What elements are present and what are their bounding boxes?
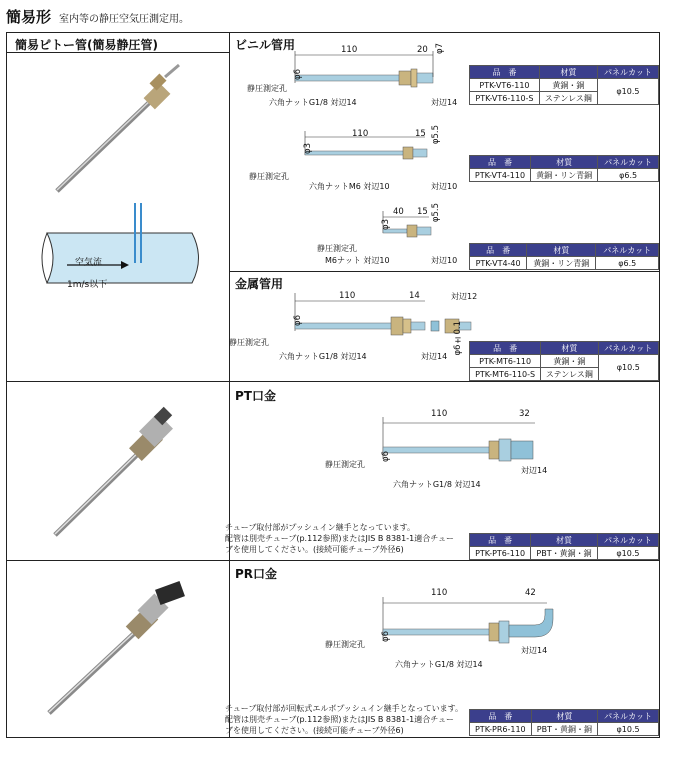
vt4-spec-table xyxy=(469,155,659,182)
cell-material: PBT・黄銅・銅 xyxy=(531,547,598,560)
vt4-phi3: φ3 xyxy=(303,143,313,155)
col-product: 品 番 xyxy=(470,156,531,169)
cell-product: PTK-VT6-110-S xyxy=(470,92,540,105)
col-material: 材質 xyxy=(531,534,598,547)
cell-material: 黄銅・銅 xyxy=(541,355,598,368)
metal-title: 金属管用 xyxy=(235,277,284,291)
cell-product: PTK-PT6-110 xyxy=(470,547,531,560)
vinyl-metal-divider xyxy=(229,271,659,272)
page-title: 簡易形 xyxy=(6,8,52,26)
cell-product: PTK-VT6-110 xyxy=(470,79,540,92)
cell-panel: φ10.5 xyxy=(597,547,658,560)
vt4-phi55: φ5.5 xyxy=(431,125,441,145)
mt6-spec-table xyxy=(469,341,659,381)
col-product: 品 番 xyxy=(470,244,527,257)
col-material: 材質 xyxy=(531,710,598,723)
vt4-len2: 15 xyxy=(415,129,426,139)
left-section-title: 簡易ピトー管(簡易静圧管) xyxy=(15,38,158,52)
cell-product: PTK-PR6-110 xyxy=(470,723,532,736)
vt6-static-label: 静圧測定孔 xyxy=(247,84,287,93)
cell-material: 黄銅・リン青銅 xyxy=(530,169,597,182)
pt-phi6: φ6 xyxy=(381,451,391,463)
pt-len2: 32 xyxy=(519,409,530,419)
pr-note xyxy=(225,703,463,736)
col-product: 品 番 xyxy=(470,710,532,723)
pt-note-line3: ブを使用してください。(接続可能チューブ外径6) xyxy=(225,545,404,554)
pr-len: 110 xyxy=(431,588,448,598)
pt-len: 110 xyxy=(431,409,448,419)
vt6-phi6: φ6 xyxy=(293,69,303,81)
cell-product: PTK-MT6-110 xyxy=(470,355,541,368)
mt6-phi6tol: φ6±0.1 xyxy=(453,321,463,356)
cell-panel: φ10.5 xyxy=(598,355,658,381)
col-panel: パネルカット xyxy=(598,710,659,723)
pr-note-line1: チューブ取付部が回転式エルボプッシュイン継手となっています。 xyxy=(225,704,463,713)
mt6-len: 110 xyxy=(339,291,356,301)
col-material: 材質 xyxy=(541,342,598,355)
pr-phi6: φ6 xyxy=(381,631,391,643)
spec-frame xyxy=(6,32,660,738)
pt-note-line1: チューブ取付部がプッシュイン継手となっています。 xyxy=(225,523,415,532)
pt-spec-table xyxy=(469,533,659,560)
pt-title: PT口金 xyxy=(235,389,276,403)
vt6-across-label: 対辺14 xyxy=(431,98,458,107)
vt440-across-label: 対辺10 xyxy=(431,256,458,265)
pt-across-label: 対辺14 xyxy=(521,466,548,475)
pt-probe-photo xyxy=(37,403,197,543)
pr-spec-table xyxy=(469,709,659,736)
column-divider xyxy=(229,33,230,737)
pt-note-line2: 配管は別売チューブ(p.112参照)またはJIS B 8381-1適合チュー xyxy=(225,534,454,543)
page-header xyxy=(6,6,189,27)
mt6-hex-label: 六角ナットG1/8 対辺14 xyxy=(279,352,367,361)
vt6-spec-table xyxy=(469,65,659,105)
vt6-phi7: φ7 xyxy=(435,43,445,55)
vt440-spec-table xyxy=(469,243,659,270)
vt440-phi55: φ5.5 xyxy=(431,203,441,223)
page-subtitle: 室内等の静圧空気圧測定用。 xyxy=(59,14,190,25)
vt4-hex-label: 六角ナットM6 対辺10 xyxy=(309,182,390,191)
vt440-len2: 15 xyxy=(417,207,428,217)
vt440-static-label: 静圧測定孔 xyxy=(317,244,357,253)
col-material: 材質 xyxy=(539,66,597,79)
col-material: 材質 xyxy=(527,244,596,257)
cell-product: PTK-MT6-110-S xyxy=(470,368,541,381)
cell-material: PBT・黄銅・銅 xyxy=(531,723,598,736)
cell-material: ステンレス鋼 xyxy=(539,92,597,105)
vt6-len2: 20 xyxy=(417,45,428,55)
vt440-nut-label: M6ナット 対辺10 xyxy=(325,256,390,265)
col-panel: パネルカット xyxy=(597,66,658,79)
col-panel: パネルカット xyxy=(598,156,659,169)
pr-note-line2: 配管は別売チューブ(p.112参照)またはJIS B 8381-1適合チュー xyxy=(225,715,454,724)
pt-hex-label: 六角ナットG1/8 対辺14 xyxy=(393,480,481,489)
vt440-phi3: φ3 xyxy=(381,219,391,231)
col-material: 材質 xyxy=(530,156,597,169)
pr-probe-photo xyxy=(37,581,207,721)
cell-product: PTK-VT4-110 xyxy=(470,169,531,182)
col-panel: パネルカット xyxy=(598,342,658,355)
row-divider-pr xyxy=(7,560,659,561)
cell-panel: φ6.5 xyxy=(598,169,659,182)
pr-across-label: 対辺14 xyxy=(521,646,548,655)
cell-panel: φ10.5 xyxy=(597,79,658,105)
speed-label: 1m/s以下 xyxy=(67,280,108,290)
cell-product: PTK-VT4-40 xyxy=(470,257,527,270)
mt6-across-label: 対辺14 xyxy=(421,352,448,361)
vt4-len: 110 xyxy=(352,129,369,139)
cell-panel: φ10.5 xyxy=(598,723,659,736)
mt6-static-label: 静圧測定孔 xyxy=(229,338,269,347)
col-panel: パネルカット xyxy=(596,244,659,257)
vt4-across-label: 対辺10 xyxy=(431,182,458,191)
vt6-hex-label: 六角ナットG1/8 対辺14 xyxy=(269,98,357,107)
mt6-across12-label: 対辺12 xyxy=(451,292,478,301)
vinyl-title: ビニル管用 xyxy=(235,38,296,52)
duct-diagram xyxy=(37,203,207,313)
cell-material: 黄銅・リン青銅 xyxy=(527,257,596,270)
col-product: 品 番 xyxy=(470,534,531,547)
mt6-phi6: φ6 xyxy=(293,315,303,327)
pr-note-line3: ブを使用してください。(接続可能チューブ外径6) xyxy=(225,726,404,735)
pr-title: PR口金 xyxy=(235,567,278,581)
cell-material: 黄銅・銅 xyxy=(539,79,597,92)
col-product: 品 番 xyxy=(470,66,540,79)
mt6-len2: 14 xyxy=(409,291,420,301)
pr-hex-label: 六角ナットG1/8 対辺14 xyxy=(395,660,483,669)
col-panel: パネルカット xyxy=(597,534,658,547)
pt-static-label: 静圧測定孔 xyxy=(325,460,365,469)
col-product: 品 番 xyxy=(470,342,541,355)
row-divider-pt xyxy=(7,381,659,382)
pitot-tube-photo xyxy=(37,63,187,193)
pt-note xyxy=(225,522,454,555)
vt440-len: 40 xyxy=(393,207,404,217)
vt6-len: 110 xyxy=(341,45,358,55)
pr-len2: 42 xyxy=(525,588,536,598)
cell-material: ステンレス鋼 xyxy=(541,368,598,381)
cell-panel: φ6.5 xyxy=(596,257,659,270)
pr-static-label: 静圧測定孔 xyxy=(325,640,365,649)
flow-label: 空気流 xyxy=(75,258,103,268)
vt4-static-label: 静圧測定孔 xyxy=(249,172,289,181)
